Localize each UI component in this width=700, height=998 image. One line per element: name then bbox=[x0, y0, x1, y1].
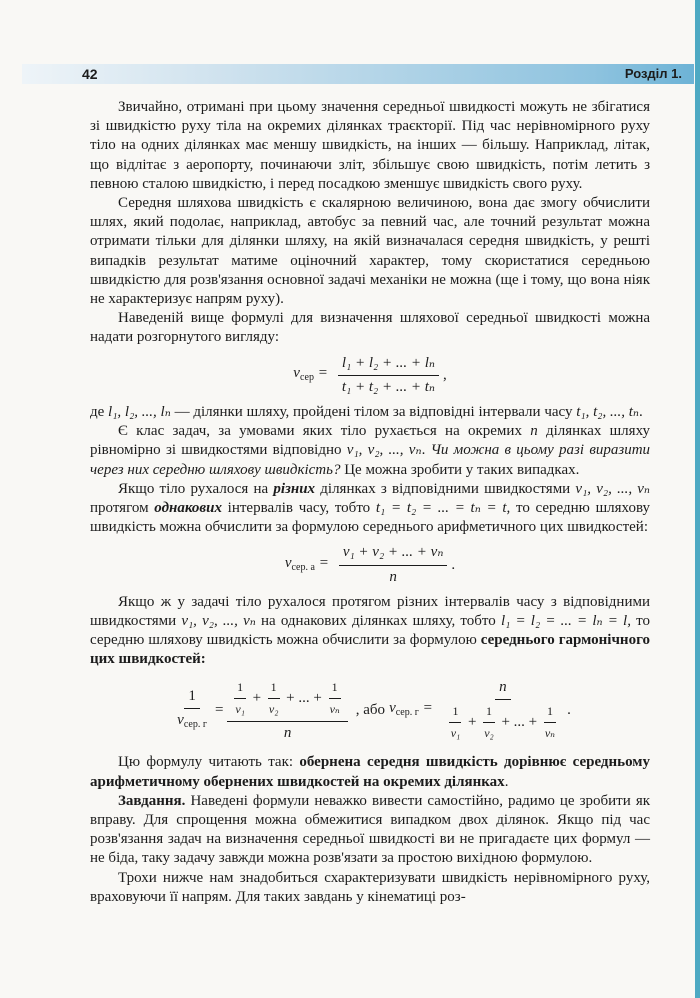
paragraph-7: Якщо ж у задачі тіло рухалося протягом різних інтервалів часу з відповідними швидкостями v₁, v₂, ..., vₙ на однакових ділянках шляху, тобто l₁ = l₂ = ... = lₙ = l, то середню шляхову швидкість можна обчислити за формулою середнього гармонічного цих швидкостей: bbox=[90, 593, 651, 668]
page-number: 42 bbox=[82, 66, 98, 82]
paragraph-6: Якщо тіло рухалося на різних ділянках з відповідними швидкостями v₁, v₂, ..., vₙ протягом однакових інтервалів часу, тобто t₁ = t₂ = ... = tₙ = t, то середню шляхову швидкість можна обчислити за формулою середнього арифметичного цих швидкостей: bbox=[90, 480, 651, 536]
paragraph-9: Завдання. Наведені формули неважко вивести самостійно, радимо це зробити як вправу. Для спрощення можна обмежитися випадком двох ділянок. Якщо під час розв'язання задач на визначення середньої швидкості ви не пригадаєте цих формул — не біда, таку задачу завжди можна розв'язати за простою вихідною формулою. bbox=[90, 792, 650, 867]
paragraph-8: Цю формулу читають так: обернена середня швидкість дорівнює середньому арифметичному обернених швидкостей на окремих ділянках. bbox=[90, 754, 650, 790]
formula-2-denominator: n bbox=[389, 568, 397, 585]
section-label: Розділ 1. bbox=[624, 66, 682, 81]
page-body bbox=[90, 98, 650, 907]
page-edge-stripe bbox=[695, 0, 700, 998]
formula-mean-speed-expanded: $v_{сер}$ = $\frac{\text{l₁ + l₂ + ... + lₙ}}{\text{t₁ + t₂ + ... + tₙ}}$ , bbox=[90, 354, 650, 397]
paragraph-5: Є клас задач, за умовами яких тіло рухається на окремих n ділянках шляху рівномірно зі швидкостями відповідно v₁, v₂, ..., vₙ. Чи можна в цьому разі виразити через них середню шляхову швидкість? Це можна зробити у таких випадках. bbox=[90, 423, 651, 478]
paragraph-4: де l₁, l₂, ..., lₙ — ділянки шляху, пройдені тілом за відповідні інтервали часу t₁, t₂, ..., tₙ. bbox=[90, 404, 643, 421]
header-band bbox=[22, 64, 694, 84]
formula-1-denominator: t₁ + t₂ + ... + tₙ bbox=[341, 378, 435, 395]
paragraph-1: Звичайно, отримані при цьому значення середньої швидкості можуть не збігатися зі швидкістю руху тіла на окремих ділянках траєкторії. Під час нерівномірного руху тіло на одних ділянках має меншу швидкість, на інших — більшу. Наприклад, літак, що відлітає з аеропорту, починаючи зліт, збільшує свою швидкість, потім летить з певною сталою швидкістю, і перед посадкою зменшує швидкість свого руху. bbox=[90, 99, 650, 192]
paragraph-2: Середня шляхова швидкість є скалярною величиною, вона дає змогу обчислити шлях, який подолає, наприклад, автобус за певний час, але точний результат можна отримати тільки для ділянки шляху, на якій визначалася середня швидкість, у решті випадків результат матиме оціночний характер, тому скористатися середньою швидкістю для розв'язання основної задачі механіки не можна (ще і тому, що вона ніяк не характеризує напрям руху). bbox=[90, 195, 650, 308]
formula-2-numerator: v₁ + v₂ + ... + vₙ bbox=[339, 543, 448, 565]
formula-arithmetic-mean: $v_{сер. а}$ = $\frac{\text{v₁ + v₂ + ... + vₙ}}{n}$ . bbox=[90, 543, 650, 586]
paragraph-3: Наведеній вище формулі для визначення шляхової середньої швидкості можна надати розгорнутого вигляду: bbox=[90, 310, 650, 346]
paragraph-10: Трохи нижче нам знадобиться схарактеризувати швидкість нерівномірного руху, враховуючи її напрям. Для таких завдань у кінематиці роз- bbox=[90, 869, 650, 905]
formula-harmonic-mean: $\frac{1}{v_{сер. г}}$ = $\frac{1}{\text{v₁}}$ + $\frac{1}{\text{v₂}}$ + ... + $\frac{1}{\text{vₙ}}$ n , або $v_{сер. г}$ = n $\frac{1}{\text{v₁}}$ + $\frac{1}{\text{v₂}}$ + ... + $\frac{1}{\text{vₙ}}$ . bbox=[177, 678, 571, 742]
formula-1-numerator: l₁ + l₂ + ... + lₙ bbox=[338, 354, 439, 376]
